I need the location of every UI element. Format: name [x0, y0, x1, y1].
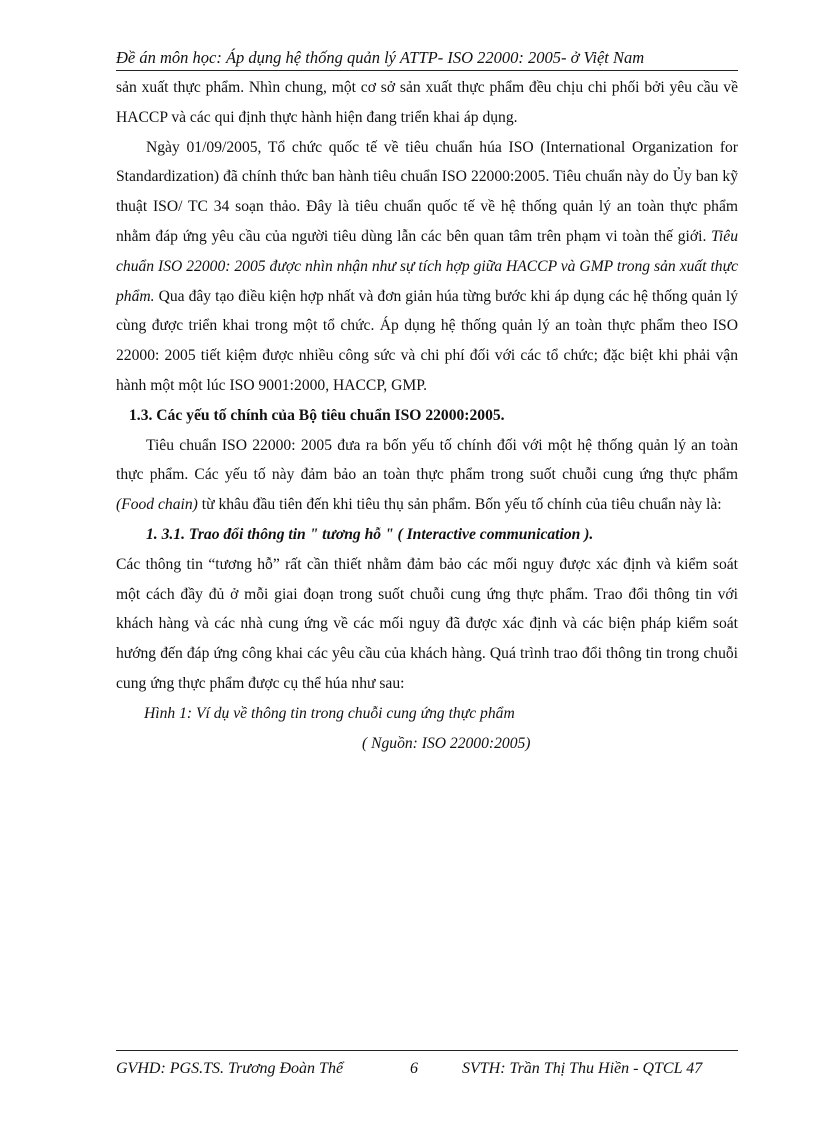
section-heading-1-3-1: 1. 3.1. Trao đổi thông tin " tương hỗ " ( Interactive communication ).	[146, 525, 594, 543]
paragraph-iso-release-text-a: Ngày 01/09/2005, Tổ chức quốc tế về tiêu chuẩn húa ISO (International Organization for Standardization) đã chính thức ban hành tiêu chuẩn ISO 22000:2005. Tiêu chuẩn này do Ủy ban kỹ thuật ISO/ TC 34 soạn thảo. Đây là tiêu chuẩn quốc tế về hệ thống quản lý an toàn thực phẩm nhằm đáp ứng yêu cầu của người tiêu dùng lẫn các bên quan tâm trên phạm vi toàn thế giới.	[116, 138, 738, 245]
header-title: Đề án môn học: Áp dụng hệ thống quản lý ATTP- ISO 22000: 2005- ở Việt Nam	[116, 48, 645, 67]
footer-student: SVTH: Trần Thị Thu Hiền - QTCL 47	[462, 1060, 703, 1077]
figure-source: ( Nguồn: ISO 22000:2005)	[362, 734, 531, 752]
footer-supervisor: GVHD: PGS.TS. Trương Đoàn Thể	[116, 1060, 344, 1077]
paragraph-iso-release-italic: Tiêu chuẩn ISO 22000: 2005 được nhìn nhận như sự tích hợp giữa HACCP và GMP trong sản xuất thực phẩm.	[116, 227, 738, 305]
page-header	[116, 48, 738, 71]
figure-caption: Hình 1: Ví dụ về thông tin trong chuỗi cung ứng thực phẩm	[144, 704, 515, 722]
paragraph-iso-release	[116, 133, 738, 401]
paragraph-key-elements	[116, 431, 738, 520]
paragraph-key-elements-italic: (Food chain)	[116, 496, 198, 514]
page-number: 6	[410, 1060, 418, 1077]
paragraph-intro: sản xuất thực phẩm. Nhìn chung, một cơ sở sản xuất thực phẩm đều chịu chi phối bởi yêu cầu về HACCP và các qui định thực hành hiện đang triển khai áp dụng.	[116, 79, 738, 126]
page-body	[116, 73, 738, 758]
section-heading-1-3: 1.3. Các yếu tố chính của Bộ tiêu chuẩn ISO 22000:2005.	[129, 406, 505, 424]
page-footer	[116, 1050, 738, 1077]
paragraph-iso-release-text-b: Qua đây tạo điều kiện hợp nhất và đơn giản húa từng bước khi áp dụng các hệ thống quản lý cùng được triển khai trong một tổ chức. Áp dụng hệ thống quản lý an toàn thực phẩm theo ISO 22000: 2005 tiết kiệm được nhiều công sức và chi phí đối với các tổ chức; đặc biệt khi phải vận hành một một lúc ISO 9001:2000, HACCP, GMP.	[116, 287, 738, 394]
paragraph-key-elements-text-b: từ khâu đầu tiên đến khi tiêu thụ sản phẩm. Bốn yếu tố chính của tiêu chuẩn này là:	[197, 496, 722, 514]
paragraph-key-elements-text-a: Tiêu chuẩn ISO 22000: 2005 đưa ra bốn yếu tố chính đối với một hệ thống quản lý an toàn thực phẩm. Các yếu tố này đảm bảo an toàn thực phẩm trong suốt chuỗi cung ứng thực phẩm	[116, 436, 738, 484]
paragraph-communication: Các thông tin “tương hỗ” rất cần thiết nhằm đảm bảo các mối nguy được xác định và kiểm soát một cách đầy đủ ở mỗi giai đoạn trong suốt chuỗi cung ứng thực phẩm. Trao đổi thông tin với khách hàng và các nhà cung ứng về các mối nguy đã được xác định và các biện pháp kiểm soát hướng đến đáp ứng công khai các yêu cầu của khách hàng. Quá trình trao đổi thông tin trong chuỗi cung ứng thực phẩm được cụ thể húa như sau:	[116, 555, 738, 692]
